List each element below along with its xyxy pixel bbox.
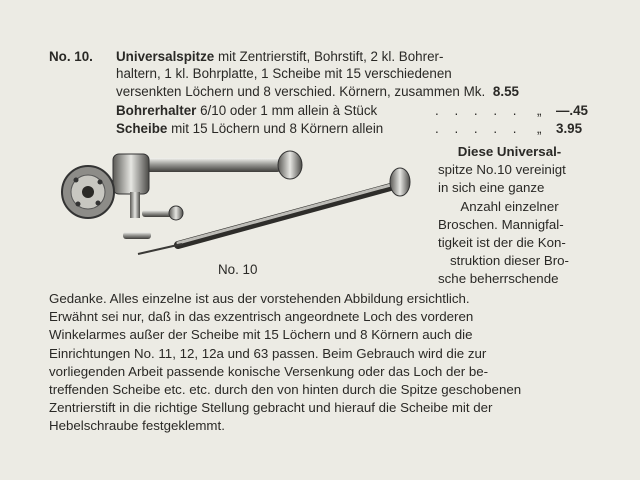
- product-title: Universalspitze: [116, 49, 215, 64]
- side-line: Anzahl einzelner: [460, 198, 559, 214]
- leader-dots: . . . . .: [435, 121, 523, 136]
- price-total: 8.55: [492, 84, 519, 99]
- item-price: —.45: [556, 103, 589, 118]
- item-desc: 6/10 oder 1 mm allein à Stück: [200, 103, 378, 118]
- item-name: Bohrerhalter: [116, 103, 197, 118]
- item-price: 3.95: [556, 121, 583, 136]
- body-line: Hebelschraube festgeklemmt.: [49, 418, 225, 434]
- body-line: vorliegenden Arbeit passende konische Versenkung oder das Loch der be-: [49, 363, 489, 379]
- item-number: No. 10.: [49, 49, 93, 64]
- side-line: Diese Universal-: [457, 144, 562, 159]
- body-paragraph: [49, 290, 581, 436]
- header-line-3: [116, 84, 519, 100]
- item-name: Scheibe: [116, 121, 168, 136]
- item-desc: mit 15 Löchern und 8 Körnern allein: [171, 121, 384, 136]
- side-description: [438, 143, 581, 289]
- side-line: tigkeit ist der die Kon-: [438, 235, 566, 251]
- item-row-bohrerhalter: [116, 103, 377, 119]
- body-line: Winkelarmes außer der Scheibe mit 15 Löchern und 8 Körnern auch die: [49, 327, 473, 343]
- side-line: struktion dieser Bro-: [450, 253, 569, 269]
- header-line-1-rest: mit Zentrierstift, Bohrstift, 2 kl. Bohrer-: [217, 49, 444, 64]
- body-line: Gedanke. Alles einzelne ist aus der vorstehenden Abbildung ersichtlich.: [49, 291, 470, 306]
- side-line: in sich eine ganze: [438, 180, 545, 196]
- body-line: Erwähnt sei nur, daß in das exzentrisch angeordnete Loch des vorderen: [49, 309, 474, 325]
- leader-dots: . . . . .: [435, 103, 523, 118]
- body-line: treffenden Scheibe etc. etc. durch den von hinten durch die Spitze geschobenen: [49, 382, 522, 398]
- tool-illustration: [58, 140, 418, 270]
- universal-holder-drawing: [62, 151, 302, 239]
- header-line-1: [116, 49, 443, 65]
- item-row-scheibe: [116, 121, 383, 137]
- ditto-mark: „: [537, 121, 542, 136]
- header-line-2: haltern, 1 kl. Bohrplatte, 1 Scheibe mit 15 verschiedenen: [116, 66, 452, 81]
- figure-caption: No. 10: [218, 262, 258, 277]
- body-line: Zentrierstift in die richtige Stellung gebracht und hierauf die Scheibe mit der: [49, 400, 493, 416]
- side-line: Broschen. Mannigfal-: [438, 216, 564, 232]
- header-line-3-text: versenkten Löchern und 8 verschied. Körnern, zusammen Mk.: [116, 84, 486, 99]
- side-line: spitze No.10 vereinigt: [438, 162, 566, 178]
- side-line: sche beherrschende: [438, 271, 559, 287]
- ditto-mark: „: [537, 103, 542, 118]
- body-line: Einrichtungen No. 11, 12, 12a und 63 passen. Beim Gebrauch wird die zur: [49, 345, 487, 361]
